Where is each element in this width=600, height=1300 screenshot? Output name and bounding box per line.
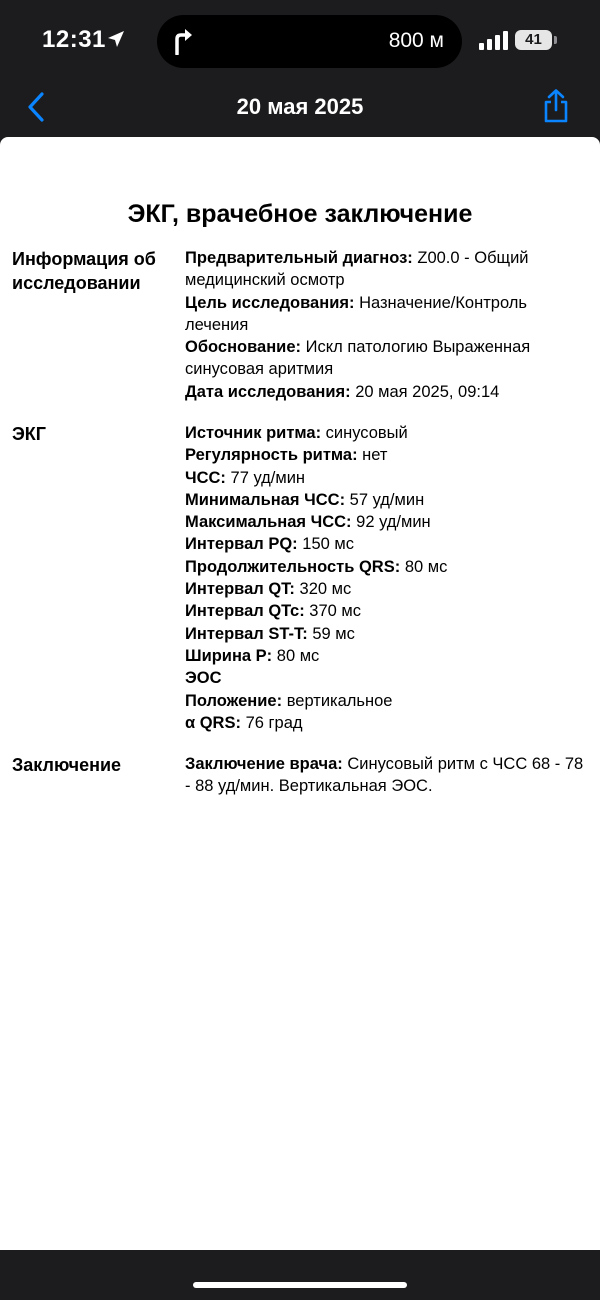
field-value: Синусовый ритм с ЧСС 68 - 78 - 88 уд/мин. Вертикальная ЭОС.: [185, 755, 584, 796]
field-value: 20 мая 2025, 09:14: [355, 382, 500, 401]
section-body: [185, 753, 587, 798]
field-value: 150 мс: [302, 535, 354, 554]
battery-nub: [554, 36, 557, 44]
field-row: [185, 667, 587, 689]
field-key: Регулярность ритма:: [185, 446, 358, 465]
field-value: Искл патологию Выраженная синусовая аритмия: [185, 338, 531, 379]
section-label: Заключение: [12, 755, 122, 775]
field-key: Интервал PQ:: [185, 535, 298, 554]
field-value: 80 мс: [404, 557, 448, 576]
field-row: [185, 292, 587, 337]
field-value: 370 мс: [309, 602, 362, 621]
field-key: Интервал QTc:: [185, 602, 305, 621]
status-time: 12:31: [42, 26, 106, 53]
field-row: [185, 578, 587, 600]
dynamic-island-navigation[interactable]: [157, 15, 462, 68]
field-key: Интервал QT:: [185, 580, 295, 599]
field-row: [185, 645, 587, 667]
field-key: Обоснование:: [185, 338, 301, 357]
field-value: 57 уд/мин: [349, 490, 425, 509]
field-row: [185, 511, 587, 533]
section-body: [185, 422, 587, 734]
field-row: [185, 489, 587, 511]
field-key: Положение:: [185, 691, 283, 710]
field-row: [185, 623, 587, 645]
nav-title: 20 мая 2025: [236, 94, 364, 119]
field-key: Продолжительность QRS:: [185, 557, 401, 576]
field-value: 59 мс: [312, 624, 355, 643]
field-key: ЭОС: [185, 669, 222, 688]
field-row: [185, 336, 587, 381]
signal-bars-icon: [479, 30, 509, 50]
field-key: Минимальная ЧСС:: [185, 490, 346, 509]
status-bar: [0, 0, 600, 80]
field-key: Дата исследования:: [185, 382, 351, 401]
field-value: 92 уд/мин: [356, 513, 431, 532]
turn-right-icon: [171, 27, 195, 55]
field-value: 320 мс: [299, 580, 352, 599]
field-row: [185, 247, 587, 292]
document-title: ЭКГ, врачебное заключение: [127, 200, 473, 228]
field-value: нет: [362, 446, 388, 465]
field-row: [185, 533, 587, 555]
document-sheet: [0, 137, 600, 1250]
field-key: Интервал ST-T:: [185, 624, 308, 643]
home-indicator[interactable]: [193, 1282, 407, 1288]
share-icon[interactable]: [540, 88, 572, 124]
field-value: вертикальное: [286, 691, 393, 710]
field-row: [185, 381, 587, 403]
field-key: Заключение врача:: [185, 755, 343, 773]
field-key: α QRS:: [185, 713, 241, 732]
field-value: Назначение/Контроль лечения: [185, 293, 527, 334]
field-key: ЧСС:: [185, 468, 226, 487]
field-key: Предварительный диагноз:: [185, 249, 413, 267]
field-value: 80 мс: [276, 646, 320, 665]
field-key: Источник ритма:: [185, 424, 322, 442]
nav-bar: [0, 80, 600, 136]
navigation-distance: 800 м: [388, 29, 444, 52]
battery-icon: 41: [515, 30, 552, 50]
field-row: [185, 422, 587, 444]
field-row: [185, 712, 587, 734]
field-value: Z00.0 - Общий медицинский осмотр: [185, 249, 529, 290]
field-key: Цель исследования:: [185, 293, 355, 312]
field-row: [185, 600, 587, 622]
field-value: 76 град: [245, 713, 303, 732]
field-row: [185, 444, 587, 466]
section-label: Информация об исследовании: [12, 249, 156, 293]
field-row: [185, 556, 587, 578]
field-row: [185, 753, 587, 798]
field-value: синусовый: [325, 424, 408, 442]
field-key: Ширина P:: [185, 646, 273, 665]
location-arrow-icon: [106, 29, 126, 49]
section-body: [185, 247, 587, 403]
section-label: ЭКГ: [12, 424, 46, 444]
field-value: 77 уд/мин: [230, 468, 306, 487]
field-row: [185, 690, 587, 712]
field-row: [185, 467, 587, 489]
field-key: Максимальная ЧСС:: [185, 513, 352, 532]
